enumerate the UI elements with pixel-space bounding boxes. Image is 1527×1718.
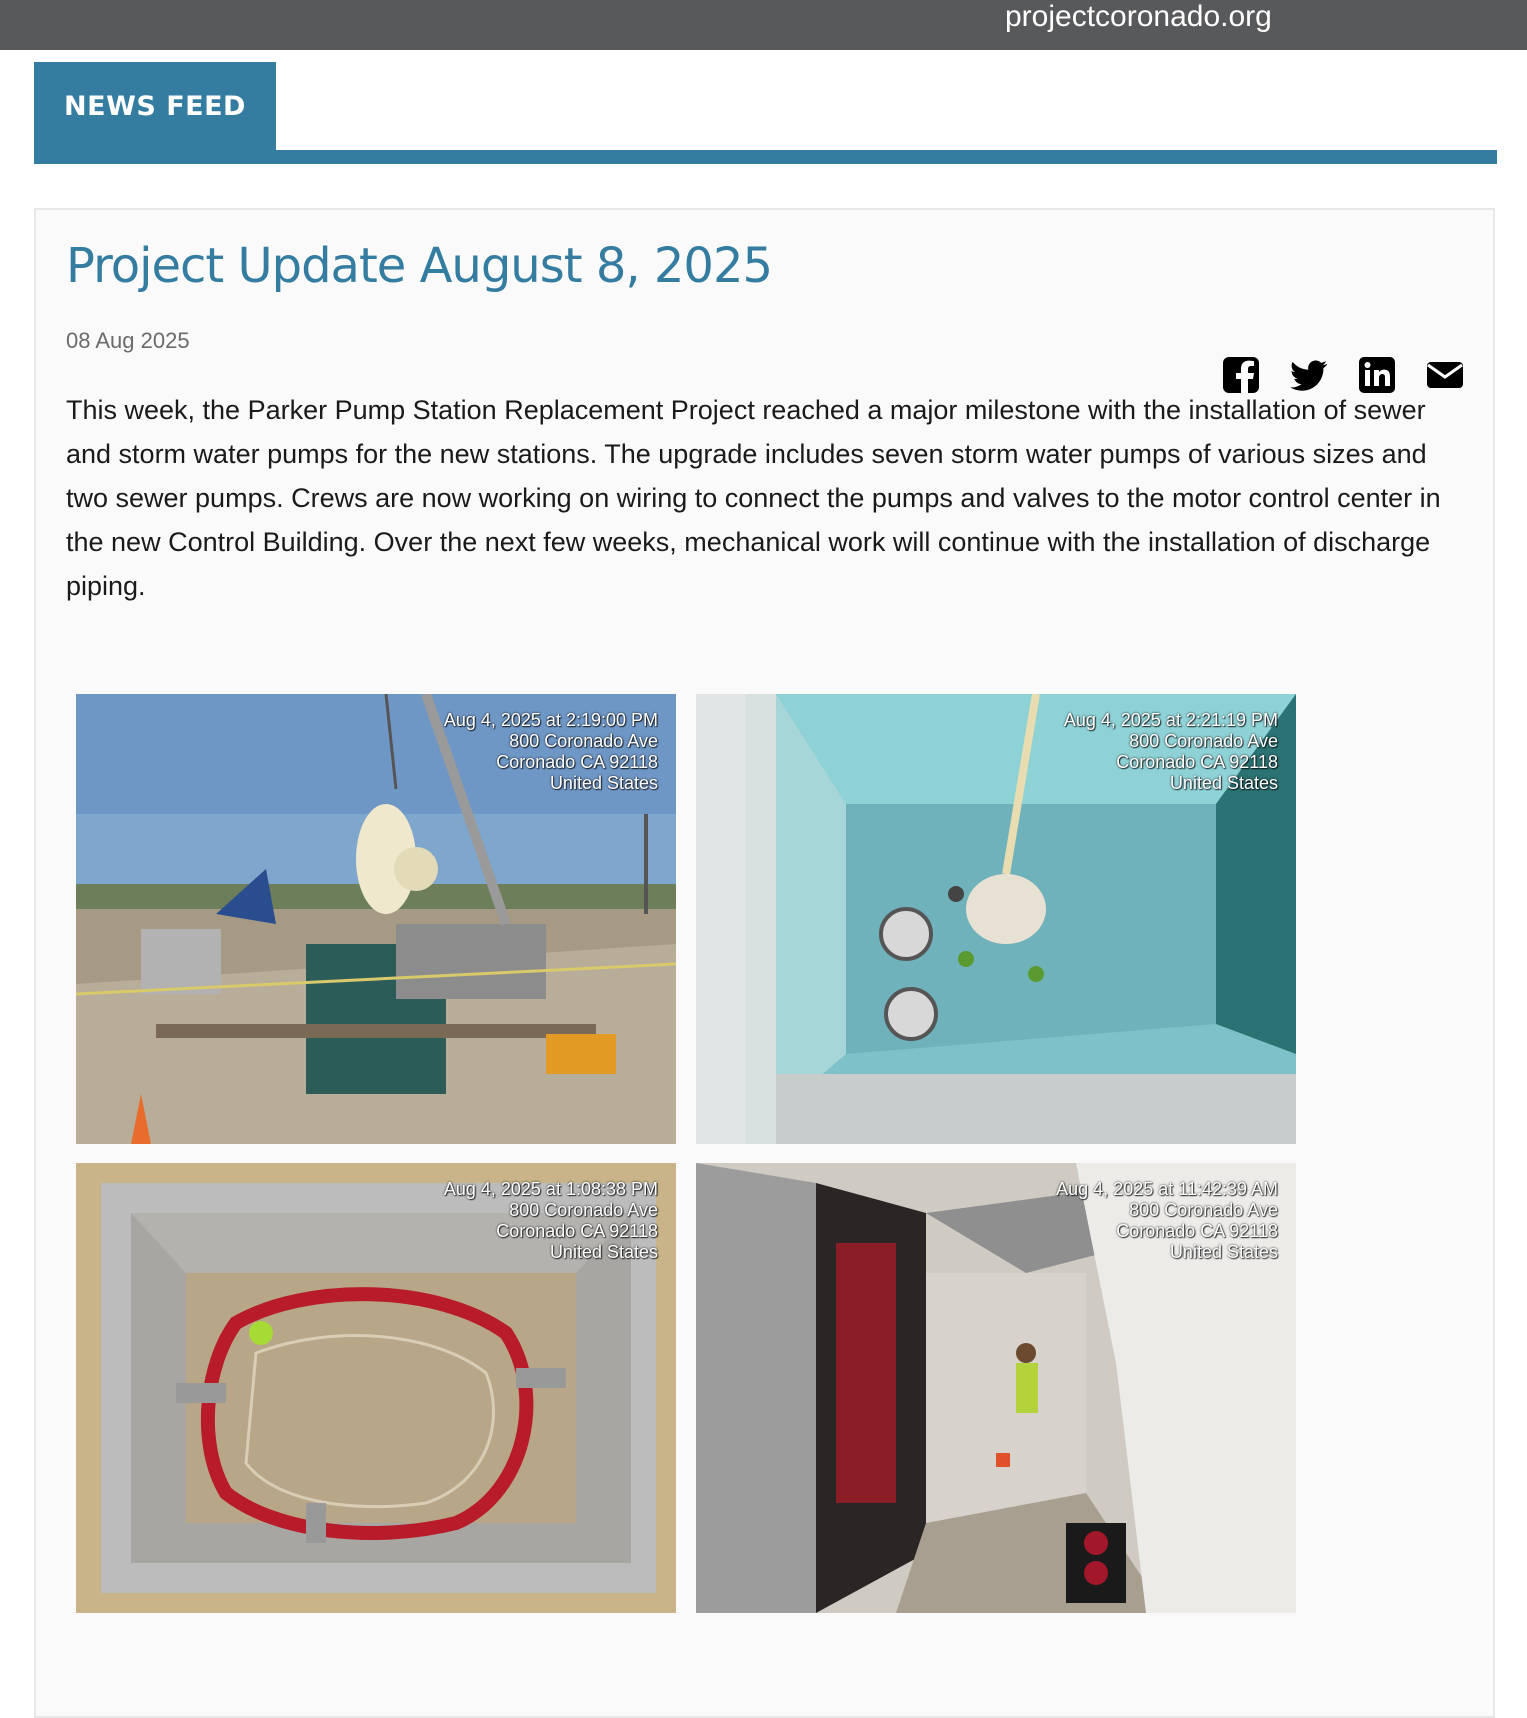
news-feed-tab-label: NEWS FEED bbox=[64, 90, 246, 122]
site-domain[interactable]: projectcoronado.org bbox=[1005, 0, 1272, 33]
photo-wiring-vault[interactable] bbox=[76, 1163, 676, 1613]
photo-stamp bbox=[444, 710, 658, 794]
photo-country: United States bbox=[549, 773, 658, 793]
photo-country: United States bbox=[1169, 773, 1278, 793]
photo-city: Coronado CA 92118 bbox=[496, 752, 658, 772]
photo-timestamp: Aug 4, 2025 at 2:21:19 PM bbox=[1063, 710, 1278, 730]
photo-stamp bbox=[1056, 1179, 1278, 1263]
photo-timestamp: Aug 4, 2025 at 11:42:39 AM bbox=[1056, 1179, 1278, 1199]
post-body: This week, the Parker Pump Station Replacement Project reached a major milestone with the installation of sewer and storm water pumps for the new stations. The upgrade includes seven storm water pumps of various sizes and two sewer pumps. Crews are now working on wiring to connect the pumps and valves to the motor control center in the new Control Building. Over the next few weeks, mechanical work will continue with the installation of discharge piping. bbox=[66, 395, 1441, 601]
photo-pump-lift[interactable] bbox=[76, 694, 676, 1144]
photo-timestamp: Aug 4, 2025 at 2:19:00 PM bbox=[443, 710, 658, 730]
photo-street: 800 Coronado Ave bbox=[509, 1200, 658, 1220]
top-bar bbox=[0, 0, 1527, 50]
news-feed-divider bbox=[34, 150, 1497, 164]
photo-country: United States bbox=[1169, 1242, 1278, 1262]
photo-street: 800 Coronado Ave bbox=[1129, 731, 1278, 751]
news-feed-tab[interactable] bbox=[34, 62, 276, 150]
photo-timestamp: Aug 4, 2025 at 1:08:38 PM bbox=[443, 1179, 658, 1199]
post-title[interactable]: Project Update August 8, 2025 bbox=[66, 238, 773, 294]
photo-city: Coronado CA 92118 bbox=[1116, 752, 1278, 772]
photo-street: 800 Coronado Ave bbox=[1129, 1200, 1278, 1220]
photo-city: Coronado CA 92118 bbox=[1116, 1221, 1278, 1241]
photo-street: 800 Coronado Ave bbox=[509, 731, 658, 751]
photo-stamp bbox=[444, 1179, 658, 1263]
photo-city: Coronado CA 92118 bbox=[496, 1221, 658, 1241]
photo-country: United States bbox=[549, 1242, 658, 1262]
photo-wet-well[interactable] bbox=[696, 694, 1296, 1144]
photo-stamp bbox=[1064, 710, 1278, 794]
post-date: 08 Aug 2025 bbox=[66, 328, 190, 353]
photo-control-building[interactable] bbox=[696, 1163, 1296, 1613]
